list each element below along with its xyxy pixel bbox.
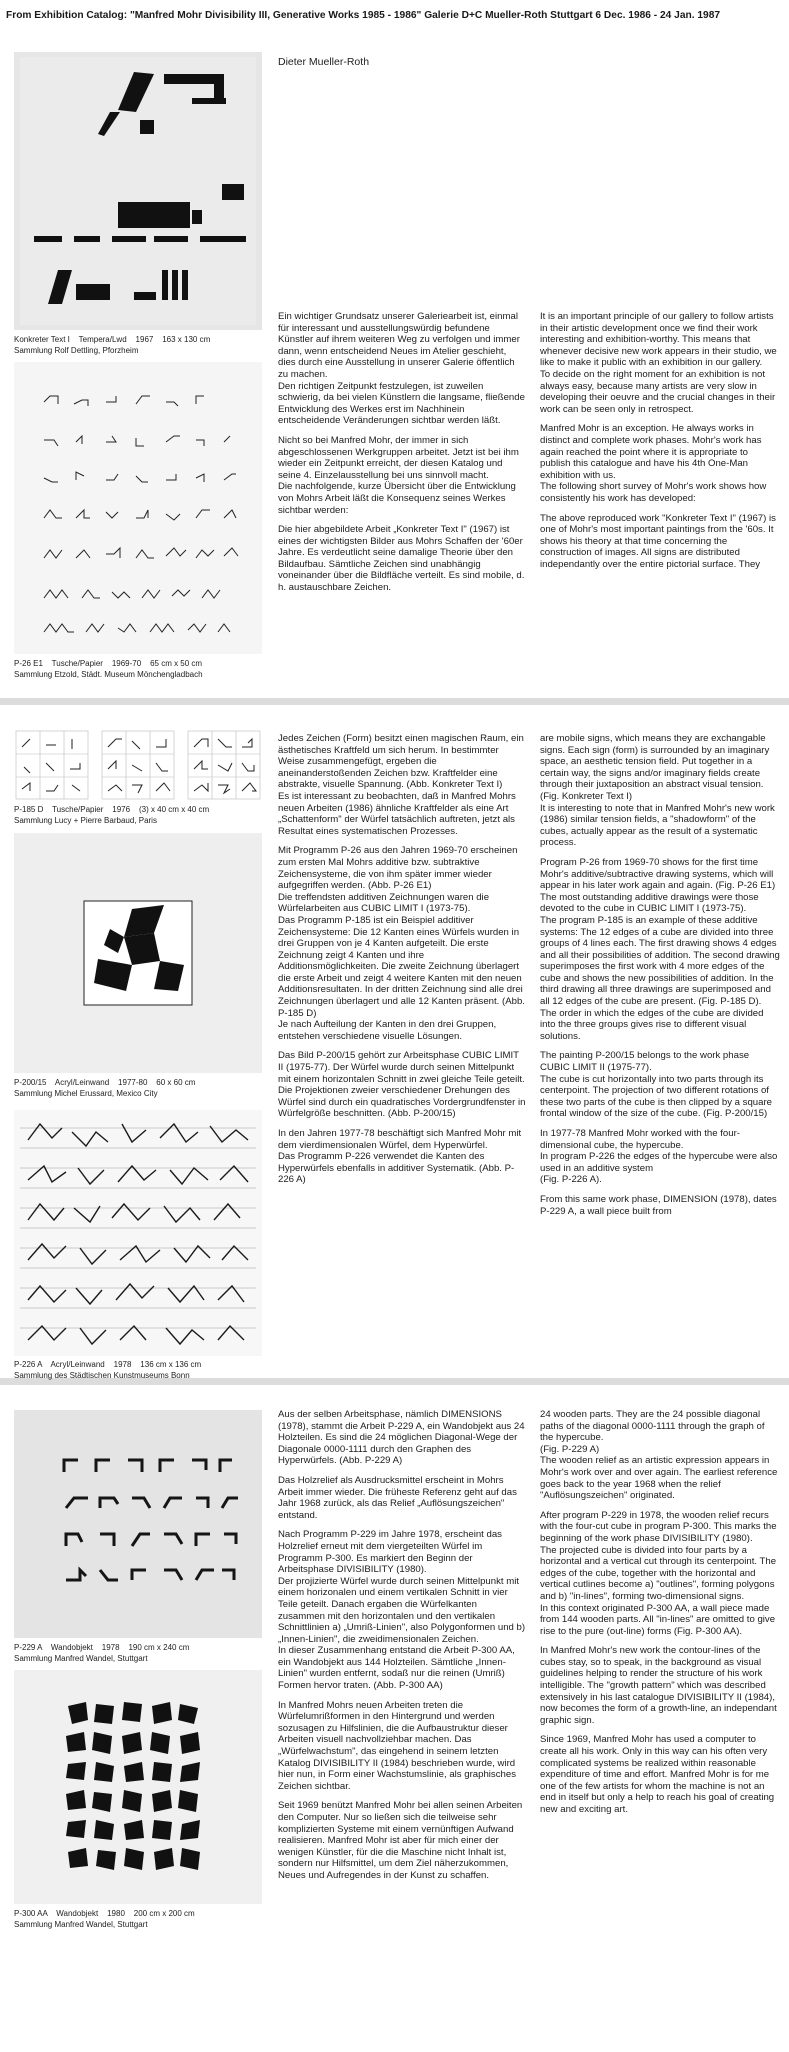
english-text-section-3 <box>540 1409 780 1824</box>
paragraph: 24 wooden parts. They are the 24 possible diagonal paths of the diagonal 0000-1111 through the graph of the hypercube. (Fig. P-229 A) The wooden relief as an artistic expression appears in Mohr's work over and over again. The earliest reference goes back to the year 1968 when the relief "Auflösungszeichen" originated. <box>540 1409 778 1502</box>
p-226-a-painting <box>14 1110 262 1356</box>
german-text-section-1 <box>278 311 526 602</box>
german-text-section-2 <box>278 733 526 1194</box>
german-text-section-3 <box>278 1409 526 1890</box>
paragraph: Das Holzrelief als Ausdrucksmittel erscheint in Mohrs Arbeit immer wieder. Die früheste Referenz geht auf das Jahr 1968 zurück, als das Relief „Auflösungszeichen" entstand. <box>278 1474 517 1521</box>
caption-p-200-15: P-200/15 Acryl/Leinwand 1977-80 60 x 60 cm Sammlung Michel Erussard, Mexico City <box>14 1078 196 1098</box>
figure-p-26-e1 <box>14 362 262 654</box>
paragraph: are mobile signs, which means they are exchangable signs. Each sign (form) is surrounded by an imaginary space, an aesthetic tension field. Put together in a certain way, the signs and/or imaginary fields create through their juxtaposition an abstract visual tension. (Fig. Konkreter Text I) It is interesting to note that in Manfred Mohr's new work (1986) similar tension fields, a "shadowform" of the cubes, actually appear as the result of a systematic process. <box>540 733 775 849</box>
paragraph: Nicht so bei Manfred Mohr, der immer in sich abgeschlossenen Werkgruppen arbeitet. Jetzt ist bei ihm wieder ein Zeitpunkt erreicht, der diesen Katalog und seine 4. Einzelausstellung bei uns sinnvoll macht. Die nachfolgende, kurze Übersicht über die Entwicklung von Mohrs Arbeit läßt die Konsequenz seines Werkes sichtbar werden: <box>278 434 519 516</box>
paragraph: Aus der selben Arbeitsphase, nämlich DIMENSIONS (1978), stammt die Arbeit P-229 A, ein Wandobjekt aus 24 Holzteilen. Es sind die 24 möglichen Diagonal-Wege der Diagonale 0000-1111 durch den Graphen des Hyperwürfels. (Abb. P-229 A) <box>278 1409 525 1467</box>
paragraph: Mit Programm P-26 aus den Jahren 1969-70 erscheinen zum ersten Mal Mohrs additive bzw. subtraktive Zeichensysteme, die von ihm später immer wieder aufgegriffen werden. (Abb. P-26 E1) Die treffendsten additiven Zeichnungen waren die Würfelarbeiten aus CUBIC LIMIT I (1973-75). Das Programm P-185 ist ein Beispiel additiver Zeichensysteme: Die 12 Kanten eines Würfels wurden in drei Gruppen von je 4 Kanten aufgeteilt. Die erste Zeichnung zeigt 4 Kanten und ihre Additionsmöglichkeiten. Die zweite Zeichnung überlagert die erste Arbeit und zeigt 4 weitere Kanten mit den neuen Additionsresultaten. In der dritten Zeichnung sind alle drei Zeichnungen überlagert und alle 12 Kanten präsent. (Abb. P-185 D) Je nach Aufteilung der Kanten in den drei Gruppen, entstehen verschiedene visuelle Lösungen. <box>278 845 525 1042</box>
paragraph: In Manfred Mohr's new work the contour-lines of the cubes stay, so to speak, in the background as visual guidelines helping to render the structure of his work intelligible. The "growth pattern" which was described extensively in his last catalogue DIVISIBILITY II (1984), now becomes the form of a growth-line, an independant graphic sign. <box>540 1645 777 1726</box>
caption-konkreter-text-i: Konkreter Text I Tempera/Lwd 1967 163 x 130 cm Sammlung Rolf Dettling, Pforzheim <box>14 335 211 355</box>
english-text-section-1 <box>540 311 780 578</box>
paragraph: In 1977-78 Manfred Mohr worked with the four-dimensional cube, the hypercube. In program P-226 the edges of the hypercube were also used in an additive system (Fig. P-226 A). <box>540 1128 778 1186</box>
paragraph: It is an important principle of our gallery to follow artists in their artistic development once we find their work interesting and exhibition-worthy. This means that whenever decisive new work appears in their studio, we like to make it public with an exhibition in our gallery. To decide on the right moment for an exhibition is not always easy, because many artists are very slow in developing their oeuvre and the crucial changes in their work can be seen only in retrospect. <box>540 311 777 415</box>
paragraph: Jedes Zeichen (Form) besitzt einen magischen Raum, ein ästhetisches Kraftfeld um sich herum. In bestimmter Weise zusammengefügt, ergeben die aneinanderstoßenden Zeichen bzw. Kraftfelder eine abstrakte, visuelle Spannung. (Abb. Konkreter Text I) Es ist interessant zu beobachten, daß in Manfred Mohrs neuen Arbeiten (1986) ähnliche Kraftfelder als eine Art „Schattenform" der Würfel tatsächlich auftreten, jetzt als Resultat eines systematischen Prozesses. <box>278 733 524 837</box>
p-26-e1-drawing <box>14 362 262 654</box>
paragraph: The painting P-200/15 belongs to the work phase CUBIC LIMIT II (1975-77). The cube is cut horizontally into two parts through its centerpoint. The projection of two different rotations of these two parts of the cube is then clipped by a square frontal window of the size of the cube. (Fig. P-200/15) <box>540 1050 772 1120</box>
paragraph: Ein wichtiger Grundsatz unserer Galeriearbeit ist, einmal für interessant und ausstellungswürdig befundene Künstler auf ihrem weiteren Weg zu verfolgen und immer dann, wenn entscheidend Neues im Atelier geschieht, dies durch eine Ausstellung in unserer Galerie öffentlich zu machen. Den richtigen Zeitpunkt festzulegen, ist zuweilen schwierig, da bei vielen Künstlern die langsame, fließende Entwicklung des Werkes erst im Nachhinein entscheidende Veränderungen sichtbar werden läßt. <box>278 311 525 427</box>
caption-p-229-a: P-229 A Wandobjekt 1978 190 cm x 240 cm Sammlung Manfred Wandel, Stuttgart <box>14 1643 190 1663</box>
p-300-aa-relief <box>14 1670 262 1904</box>
section-divider <box>0 698 789 705</box>
figure-p-229-a <box>14 1410 262 1638</box>
figure-konkreter-text-i <box>14 52 262 330</box>
caption-p-300-aa: P-300 AA Wandobjekt 1980 200 cm x 200 cm Sammlung Manfred Wandel, Stuttgart <box>14 1909 195 1929</box>
caption-p-226-a: P-226 A Acryl/Leinwand 1978 136 cm x 136 cm Sammlung des Städtischen Kunstmuseums Bonn <box>14 1360 202 1380</box>
paragraph: In den Jahren 1977-78 beschäftigt sich Manfred Mohr mit dem vierdimensionalen Würfel, dem Hyperwürfel. Das Programm P-226 verwendet die Kanten des Hyperwürfels ebenfalls in additiver Systematik. (Abb. P-226 A) <box>278 1128 522 1186</box>
p-229-a-relief <box>14 1410 262 1638</box>
paragraph: The above reproduced work "Konkreter Text I" (1967) is one of Mohr's most important paintings from the '60s. It shows his theory at that time concerning the construction of images. All signs are distributed independantly over the entire pictorial surface. They <box>540 512 776 570</box>
paragraph: Since 1969, Manfred Mohr has used a computer to create all his work. Only in this way can his often very complicated systems be realized within reasonable expenditure of time and effort. Manfred Mohr is for me one of the few artists for whom the machine is not an end in itself but only a help to reach his goal of creating new and exciting art. <box>540 1734 775 1815</box>
figure-p-200-15 <box>14 833 262 1073</box>
caption-p-26-e1: P-26 E1 Tusche/Papier 1969-70 65 cm x 50 cm Sammlung Etzold, Städt. Museum Mönchengladbach <box>14 659 203 679</box>
paragraph: Nach Programm P-229 im Jahre 1978, erscheint das Holzrelief erneut mit dem viergeteilten Würfel im Programm P-300. Es markiert den Beginn der Arbeitsphase DIVISIBILITY (1980). Der projizierte Würfel wurde durch seinen Mittelpunkt mit einem horizonalen und einem vertikalen Schnitt in vier Teile geteilt. Danach ergaben die Würfelkanten zusammen mit den horizontalen und den vertikalen Schnittlinien a) „Umriß-Linien", also Polygonformen und b) „Innen-Linien", die zweidimensionalen Zeichen. In dieser Zusammenhang entstand die Arbeit P-300 AA, ein Wandobjekt aus 144 Holzteilen. Sämtliche „Innen-Linien" wurden entfernt, sodaß nur die reinen (Umriß) Formen hervor traten. (Abb. P-300 AA) <box>278 1529 526 1692</box>
author-name: Dieter Mueller-Roth <box>278 56 370 68</box>
paragraph: Seit 1969 benützt Manfred Mohr bei allen seinen Arbeiten den Computer. Nur so ließen sich die teilweise sehr komplizierten Systeme mit einem vernünftigen Aufwand realisieren. Manfred Mohr ist aber für mich einer der wenigen Künstler, für die die Maschine nicht Inhalt ist, sondern nur Hilfsmittel, um dem Ziel näherzukommen, Neues und Aufregendes in der Kunst zu schaffen. <box>278 1800 523 1881</box>
paragraph: From this same work phase, DIMENSION (1978), dates P-229 A, a wall piece built from <box>540 1193 777 1217</box>
paragraph: Die hier abgebildete Arbeit „Konkreter Text I" (1967) ist eines der wichtigsten Bilder aus Mohrs Schaffen der '60er Jahre. Es verdeutlicht seine damalige Theorie über den Bildaufbau. Sämtliche Zeichen sind unabhängig voneinander über die Bildfläche verteilt. Es sind mobile, d. h. austauschbare Zeichen. <box>278 524 525 594</box>
paragraph: Das Bild P-200/15 gehört zur Arbeitsphase CUBIC LIMIT II (1975-77). Der Würfel wurde durch seinen Mittelpunkt mit einem horizontalen Schnitt in zwei gleiche Teile geteilt. Die Projektionen zweier verschiedener Drehungen des Würfel sind durch ein quadratisches Vordergrundfenster in Würfelgröße beschnitten. (Abb. P-200/15) <box>278 1050 526 1120</box>
figure-p-185-d <box>14 729 262 801</box>
english-text-section-2 <box>540 733 780 1225</box>
paragraph: In Manfred Mohrs neuen Arbeiten treten die Würfelumrißformen in den Hintergrund und werden sozusagen zu Hilfslinien, die die Aufbaustruktur dieser Arbeiten visuell nachvollziehbar machen. Das „Würfelwachstum", das eingehend in seinem letzten Katalog DIVISIBILITY II (1984) beschrieben wurde, wird hier nun, in Form einer Wachstumslinie, als graphisches Zeichen sichtbar. <box>278 1699 516 1792</box>
paragraph: Program P-26 from 1969-70 shows for the first time Mohr's additive/subtractive drawing systems, which will appear in his later work again and again. (Fig. P-26 E1) The most outstanding additive drawings were those devoted to the cube in CUBIC LIMIT I (1973-75). The program P-185 is an example of these additive systems: The 12 edges of a cube are divided into three groups of 4 lines each. The first drawing shows 4 edges and all their possibilities of addition. The second drawing superimposes the first work with 4 more edges of the cube and shows the new possibilities of addition. In the third drawing all three drawings are superimposed and all 12 edges of the cube are present. (Fig. P-185 D). The order in which the edges of the cube are divided into the three groups gives rise to different visual solutions. <box>540 856 780 1042</box>
figure-p-300-aa <box>14 1670 262 1904</box>
paragraph: Manfred Mohr is an exception. He always works in distinct and complete work phases. Mohr's work has again reached the point where it is appropriate to publish this catalogue and have his 4th One-Man exhibition with us. The following short survey of Mohr's work shows how consistently his work has developed: <box>540 423 767 504</box>
paragraph: After program P-229 in 1978, the wooden relief recurs with the four-cut cube in program P-300. This marks the beginning of the work phase DIVISIBILITY (1980). The projected cube is divided into four parts by a horizontal and a vertical cut through its centerpoint. The edges of the cube, together with the horizontal and vertical cutlines become a) "outlines", forming polygons and b) "in-lines", forming two-dimensional signs. In this context originated P-300 AA, a wall piece made from 144 wooden parts. All "in-lines" are omitted to give rise to the pure (out-line) forms (Fig. P-300 AA). <box>540 1509 777 1637</box>
figure-p-226-a <box>14 1110 262 1356</box>
konkreter-text-painting <box>14 52 262 330</box>
page-header: From Exhibition Catalog: "Manfred Mohr Divisibility III, Generative Works 1985 - 1986" Galerie D+C Mueller-Roth Stuttgart 6 Dec. 1986 - 24 Jan. 1987 <box>6 10 721 21</box>
caption-p-185-d: P-185 D Tusche/Papier 1976 (3) x 40 cm x 40 cm Sammlung Lucy + Pierre Barbaud, Paris <box>14 805 210 825</box>
p-185-d-drawings <box>14 729 262 801</box>
p-200-15-painting <box>14 833 262 1073</box>
